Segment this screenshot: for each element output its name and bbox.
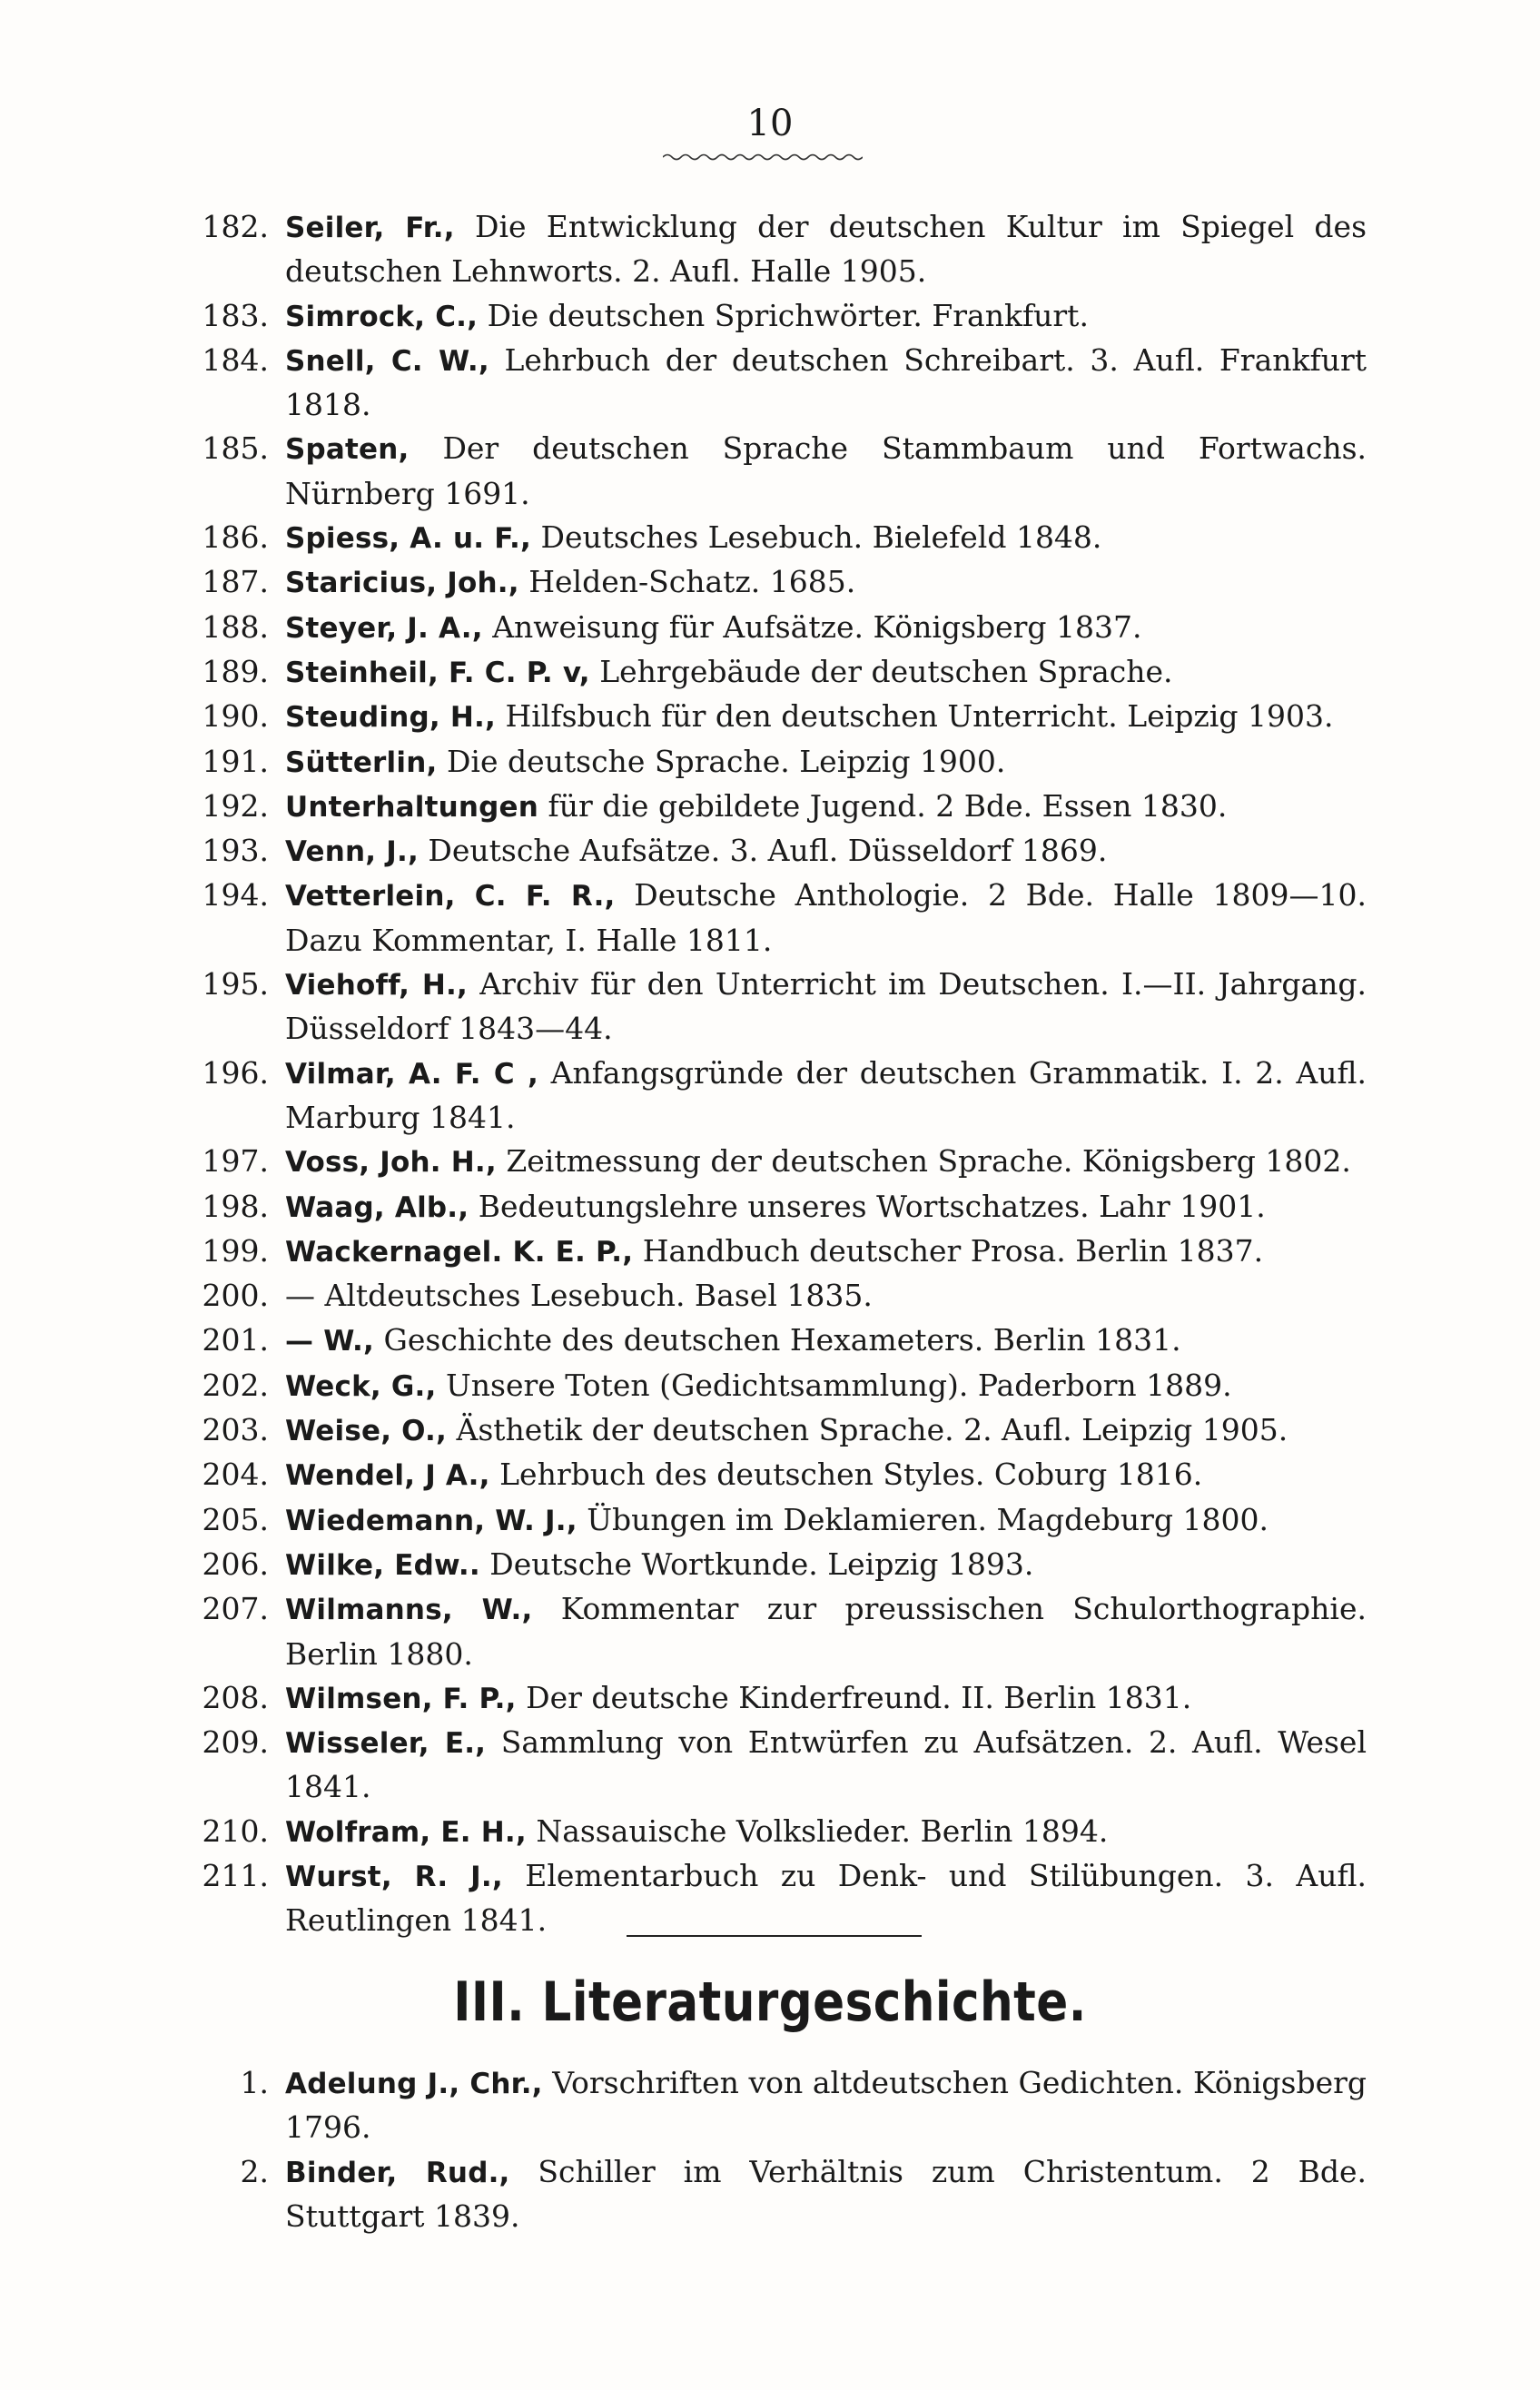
entry-body	[285, 1274, 1367, 1318]
bibliography-list	[163, 205, 1367, 1943]
bibliography-entry	[163, 560, 1367, 605]
bibliography-entry	[163, 1052, 1367, 1141]
section-divider	[627, 1935, 922, 1937]
entry-number: 188.	[202, 608, 269, 645]
entry-body	[285, 1810, 1367, 1854]
entry-number: 201.	[202, 1322, 269, 1358]
bibliography-entry	[163, 963, 1367, 1052]
entry-author: Spiess, A. u. F.,	[285, 522, 531, 556]
entry-number: 186.	[202, 519, 269, 556]
entry-body	[285, 1543, 1367, 1587]
entry-body	[285, 785, 1367, 829]
bibliography-entry	[163, 1587, 1367, 1676]
entry-body	[285, 1052, 1367, 1141]
entry-body	[285, 560, 1367, 605]
entry-title: für die gebildete Jugend. 2 Bde. Essen 1830.	[538, 787, 1228, 824]
entry-number: 184.	[202, 341, 269, 378]
entry-body	[285, 963, 1367, 1052]
bibliography-entry	[163, 205, 1367, 294]
entry-author: Wendel, J A.,	[285, 1459, 490, 1493]
entry-title: Handbuch deutscher Prosa. Berlin 1837.	[633, 1232, 1264, 1269]
entry-title: Übungen im Deklamieren. Magdeburg 1800.	[577, 1501, 1269, 1537]
bibliography-entry	[163, 1185, 1367, 1230]
entry-author: Seiler, Fr.,	[285, 212, 455, 244]
entry-title: Sammlung von Entwürfen zu Aufsätzen. 2. Aufl. Wesel 1841.	[285, 1724, 1367, 1805]
entry-number: 1.	[240, 2065, 269, 2100]
entry-number: 207.	[202, 1591, 269, 1627]
entry-title: Lehrbuch des deutschen Styles. Coburg 1816.	[489, 1457, 1203, 1493]
entry-number: 199.	[202, 1232, 269, 1269]
page-number: 10	[746, 103, 794, 144]
entry-title: Anweisung für Aufsätze. Königsberg 1837.	[482, 608, 1142, 645]
wavy-ornament	[663, 151, 863, 163]
bibliography-entry	[163, 427, 1367, 516]
entry-number: 196.	[202, 1054, 269, 1091]
bibliography-entry	[163, 1230, 1367, 1274]
entry-title: Deutsche Anthologie. 2 Bde. Halle 1809—10. Dazu Kommentar, I. Halle 1811.	[285, 877, 1367, 958]
entry-author: Unterhaltungen	[285, 790, 539, 824]
bibliography-entry	[163, 829, 1367, 874]
entry-body	[285, 2150, 1367, 2239]
bibliography-entry	[163, 606, 1367, 650]
entry-title: Lehrgebäude der deutschen Sprache.	[589, 653, 1173, 689]
entry-title: Vorschriften von altdeutschen Gedichten. Königsberg 1796.	[285, 2065, 1367, 2146]
entry-author: Vilmar, A. F. C ,	[285, 1057, 538, 1091]
entry-body	[285, 1721, 1367, 1810]
entry-title: Die deutsche Sprache. Leipzig 1900.	[437, 743, 1006, 779]
entry-author: Waag, Alb.,	[285, 1190, 469, 1224]
bibliography-entry	[163, 2061, 1367, 2150]
bibliography-entry	[163, 2150, 1367, 2239]
entry-number: 182.	[202, 209, 269, 244]
entry-title: Kommentar zur preussischen Schulorthographie. Berlin 1880.	[285, 1591, 1367, 1672]
entry-author: Wiedemann, W. J.,	[285, 1504, 578, 1537]
entry-author: Simrock, C.,	[285, 300, 479, 333]
bibliography-entry	[163, 740, 1367, 785]
entry-author: Wilmanns, W.,	[285, 1594, 533, 1627]
entry-title: Lehrbuch der deutschen Schreibart. 3. Aufl. Frankfurt 1818.	[285, 341, 1367, 423]
entry-number: 2.	[240, 2153, 269, 2189]
section-heading: III. Literaturgeschichte.	[453, 1970, 1087, 2034]
entry-title: Geschichte des deutschen Hexameters. Berlin 1831.	[374, 1322, 1181, 1358]
entry-author: Viehoff, H.,	[285, 969, 469, 1002]
entry-number: 204.	[202, 1457, 269, 1493]
entry-title: Die deutschen Sprichwörter. Frankfurt.	[478, 297, 1089, 333]
entry-author: Venn, J.,	[285, 835, 419, 869]
entry-author: Binder, Rud.,	[285, 2156, 510, 2189]
entry-body	[285, 1364, 1367, 1408]
entry-body	[285, 339, 1367, 428]
entry-number: 198.	[202, 1188, 269, 1224]
entry-number: 209.	[202, 1724, 269, 1761]
bibliography-entry	[163, 1721, 1367, 1810]
entry-title: Anfangsgründe der deutschen Grammatik. I. 2. Aufl. Marburg 1841.	[285, 1054, 1367, 1135]
bibliography-entry	[163, 695, 1367, 739]
entry-number: 206.	[202, 1546, 269, 1582]
bibliography-entry	[163, 1408, 1367, 1453]
entry-title: Bedeutungslehre unseres Wortschatzes. Lahr 1901.	[469, 1188, 1266, 1224]
entry-body	[285, 874, 1367, 963]
entry-author: Wolfram, E. H.,	[285, 1815, 527, 1849]
entry-number: 197.	[202, 1143, 269, 1180]
entry-number: 210.	[202, 1812, 269, 1849]
entry-author: — W.,	[285, 1325, 375, 1358]
entry-body	[285, 1408, 1367, 1453]
entry-title: Die Entwicklung der deutschen Kultur im Spiegel des deutschen Lehnworts. 2. Aufl. Halle 1905.	[285, 209, 1367, 290]
entry-author: Voss, Joh. H.,	[285, 1146, 497, 1180]
entry-title: — Altdeutsches Lesebuch. Basel 1835.	[285, 1278, 873, 1314]
entry-number: 190.	[202, 698, 269, 735]
entry-number: 192.	[202, 787, 269, 824]
entry-body	[285, 294, 1367, 339]
entry-body	[285, 829, 1367, 874]
bibliography-entry	[163, 1453, 1367, 1497]
entry-author: Weck, G.,	[285, 1369, 437, 1403]
entry-author: Adelung J., Chr.,	[285, 2068, 543, 2100]
bibliography-entry	[163, 516, 1367, 560]
entry-body	[285, 1854, 1367, 1943]
entry-author: Steuding, H.,	[285, 701, 496, 735]
entry-body	[285, 740, 1367, 785]
bibliography-entry	[163, 650, 1367, 695]
entry-author: Staricius, Joh.,	[285, 567, 519, 600]
entry-title: Deutsches Lesebuch. Bielefeld 1848.	[531, 519, 1102, 556]
entry-number: 183.	[202, 297, 269, 333]
bibliography-entry	[163, 785, 1367, 829]
entry-body	[285, 695, 1367, 739]
entry-body	[285, 1185, 1367, 1230]
entry-number: 189.	[202, 653, 269, 689]
entry-body	[285, 1587, 1367, 1676]
entry-number: 185.	[202, 430, 269, 467]
bibliography-entry	[163, 874, 1367, 963]
entry-author: Weise, O.,	[285, 1415, 448, 1448]
bibliography-entry	[163, 1274, 1367, 1318]
entry-body	[285, 205, 1367, 294]
entry-title: Der deutsche Kinderfreund. II. Berlin 1831.	[516, 1679, 1192, 1715]
entry-title: Elementarbuch zu Denk- und Stilübungen. 3. Aufl. Reutlingen 1841.	[285, 1857, 1367, 1939]
entry-title: Der deutschen Sprache Stammbaum und Fortwachs. Nürnberg 1691.	[285, 430, 1367, 511]
entry-number: 205.	[202, 1501, 269, 1537]
bibliography-entry	[163, 1854, 1367, 1943]
entry-body	[285, 516, 1367, 560]
entry-body	[285, 1498, 1367, 1543]
entry-number: 211.	[202, 1857, 269, 1893]
entry-number: 200.	[202, 1278, 269, 1314]
bibliography-entry	[163, 1543, 1367, 1587]
entry-number: 191.	[202, 743, 269, 779]
entry-author: Wisseler, E.,	[285, 1727, 487, 1761]
entry-number: 195.	[202, 966, 269, 1002]
entry-number: 194.	[202, 877, 269, 914]
entry-author: Steinheil, F. C. P. v,	[285, 656, 590, 689]
entry-author: Snell, C. W.,	[285, 344, 489, 378]
entry-title: Archiv für den Unterricht im Deutschen. I.—II. Jahrgang. Düsseldorf 1843—44.	[285, 966, 1367, 1047]
bibliography-entry	[163, 294, 1367, 339]
entry-title: Unsere Toten (Gedichtsammlung). Paderborn 1889.	[436, 1367, 1232, 1403]
entry-author: Steyer, J. A.,	[285, 611, 483, 645]
entry-author: Wilke, Edw..	[285, 1548, 480, 1582]
entry-body	[285, 606, 1367, 650]
entry-title: Schiller im Verhältnis zum Christentum. 2 Bde. Stuttgart 1839.	[285, 2153, 1367, 2234]
entry-body	[285, 427, 1367, 516]
entry-author: Sütterlin,	[285, 746, 438, 779]
entry-number: 202.	[202, 1367, 269, 1403]
literature-list	[163, 2061, 1367, 2238]
entry-number: 187.	[202, 564, 269, 600]
entry-body	[285, 2061, 1367, 2150]
entry-body	[285, 1230, 1367, 1274]
entry-title: Nassauische Volkslieder. Berlin 1894.	[526, 1812, 1109, 1849]
entry-body	[285, 1318, 1367, 1363]
entry-number: 193.	[202, 833, 269, 869]
entry-title: Zeitmessung der deutschen Sprache. Königsberg 1802.	[496, 1143, 1351, 1180]
entry-body	[285, 1453, 1367, 1497]
entry-author: Wackernagel. K. E. P.,	[285, 1235, 634, 1269]
bibliography-entry	[163, 1810, 1367, 1854]
entry-body	[285, 1676, 1367, 1721]
bibliography-entry	[163, 1498, 1367, 1543]
entry-title: Helden-Schatz. 1685.	[518, 564, 856, 600]
entry-author: Wilmsen, F. P.,	[285, 1682, 517, 1715]
entry-body	[285, 650, 1367, 695]
bibliography-entry	[163, 1318, 1367, 1363]
entry-title: Deutsche Wortkunde. Leipzig 1893.	[479, 1546, 1034, 1582]
bibliography-entry	[163, 1364, 1367, 1408]
bibliography-entry	[163, 1140, 1367, 1184]
entry-title: Ästhetik der deutschen Sprache. 2. Aufl. Leipzig 1905.	[447, 1412, 1288, 1448]
entry-author: Wurst, R. J.,	[285, 1860, 503, 1893]
entry-number: 208.	[202, 1679, 269, 1715]
bibliography-entry	[163, 1676, 1367, 1721]
entry-number: 203.	[202, 1412, 269, 1448]
bibliography-entry	[163, 339, 1367, 428]
entry-body	[285, 1140, 1367, 1184]
entry-title: Deutsche Aufsätze. 3. Aufl. Düsseldorf 1869.	[418, 833, 1108, 869]
entry-title: Hilfsbuch für den deutschen Unterricht. Leipzig 1903.	[495, 698, 1334, 735]
entry-author: Spaten,	[285, 433, 410, 467]
entry-author: Vetterlein, C. F. R.,	[285, 880, 616, 914]
